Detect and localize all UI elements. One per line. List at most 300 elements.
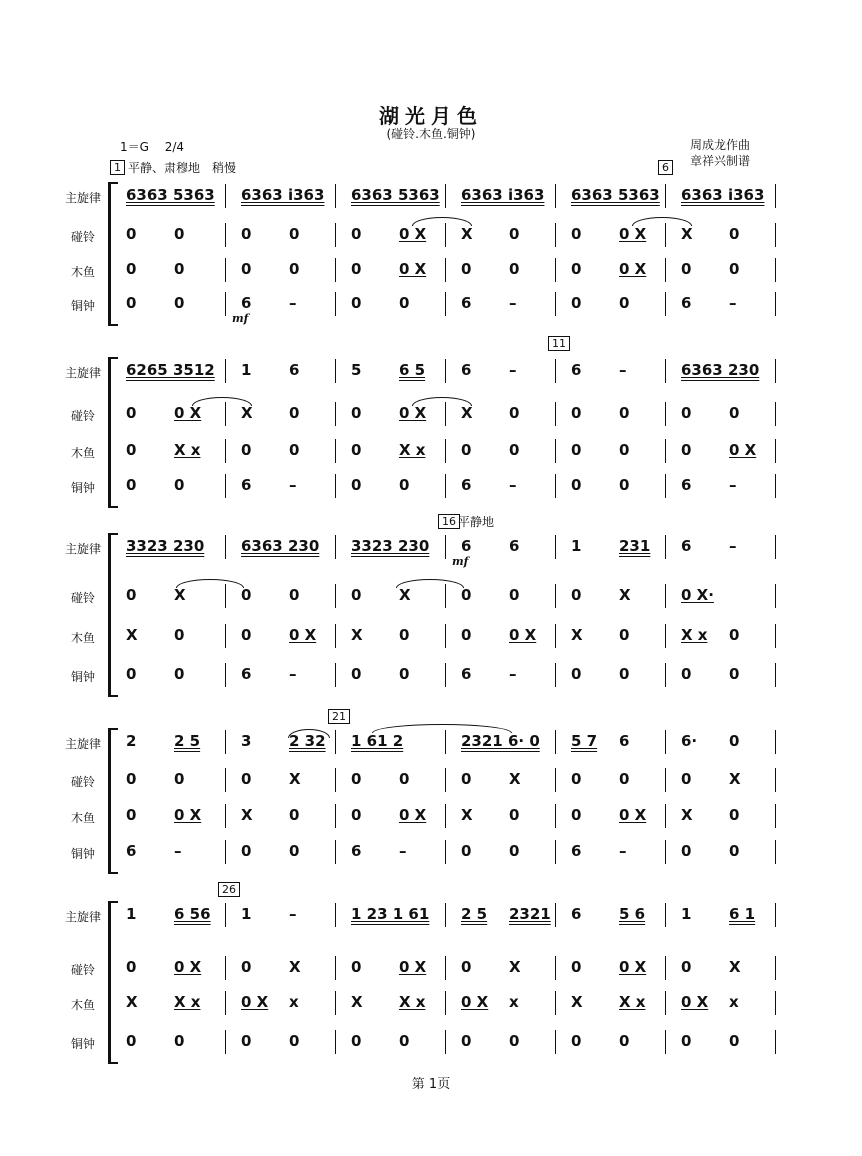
percussion-note: 0 X [174, 958, 202, 976]
barline [555, 223, 556, 247]
score-title: 湖光月色 [379, 104, 483, 128]
barline [225, 730, 226, 754]
percussion-note: 0 [461, 842, 472, 860]
melody-note: 1 [241, 361, 252, 379]
percussion-note: 0 [399, 476, 410, 494]
barline [335, 956, 336, 980]
rehearsal-mark: 21 [328, 709, 350, 724]
percussion-note: 0 [241, 842, 252, 860]
melody-note: 6363 i363 [461, 186, 545, 204]
bracket-cap-bottom [108, 872, 118, 874]
barline [335, 991, 336, 1015]
percussion-note: 0 [399, 1032, 410, 1050]
percussion-note: 0 [461, 626, 472, 644]
percussion-note: 0 [681, 958, 692, 976]
instrument-label: 碰铃 [70, 591, 95, 605]
barline [445, 624, 446, 648]
percussion-note: 0 X [681, 993, 709, 1011]
bracket-cap-top [108, 728, 118, 730]
barline [775, 535, 776, 559]
percussion-note: X [729, 958, 741, 976]
percussion-note: 0 [289, 806, 300, 824]
barline [335, 292, 336, 316]
percussion-note: – [509, 294, 517, 312]
barline [665, 624, 666, 648]
barline [445, 768, 446, 792]
barline [555, 840, 556, 864]
tie-slur [176, 579, 244, 588]
barline [555, 184, 556, 208]
rehearsal-mark: 6 [658, 160, 673, 175]
barline [665, 359, 666, 383]
barline [775, 956, 776, 980]
barline [225, 223, 226, 247]
percussion-note: 0 [241, 1032, 252, 1050]
barline [665, 184, 666, 208]
melody-note: 231 [619, 537, 651, 555]
barline [555, 730, 556, 754]
percussion-note: 0 [174, 260, 185, 278]
percussion-note: 0 X [174, 806, 202, 824]
barline [555, 535, 556, 559]
barline [775, 768, 776, 792]
percussion-note: 0 X [619, 260, 647, 278]
barline [665, 402, 666, 426]
barline [555, 258, 556, 282]
barline [335, 840, 336, 864]
barline [665, 535, 666, 559]
percussion-note: 0 [126, 1032, 137, 1050]
melody-note: 6 [289, 361, 300, 379]
percussion-note: 0 [241, 626, 252, 644]
barline [445, 804, 446, 828]
percussion-note: 0 [571, 586, 582, 604]
instrument-label: 铜钟 [70, 670, 95, 684]
barline [665, 584, 666, 608]
barline [335, 359, 336, 383]
instrument-label: 铜钟 [70, 847, 95, 861]
barline [335, 223, 336, 247]
percussion-note: 0 X [461, 993, 489, 1011]
percussion-note: 0 [351, 586, 362, 604]
percussion-note: 0 X [399, 225, 427, 243]
percussion-note: 0 [174, 476, 185, 494]
barline [335, 730, 336, 754]
rehearsal-mark: 11 [548, 336, 570, 351]
percussion-note: X [571, 626, 583, 644]
barline [335, 402, 336, 426]
composer-credit: 周成龙作曲 [690, 138, 751, 152]
barline [665, 258, 666, 282]
percussion-note: X [681, 225, 693, 243]
percussion-note: 6 [241, 476, 252, 494]
percussion-note: 0 X [619, 806, 647, 824]
bracket-cap-bottom [108, 506, 118, 508]
instrument-label: 碰铃 [70, 963, 95, 977]
melody-note: 5 [351, 361, 362, 379]
instrument-label: 木鱼 [70, 265, 95, 279]
percussion-note: 0 [729, 842, 740, 860]
percussion-note: X [241, 404, 253, 422]
percussion-note: X [241, 806, 253, 824]
melody-note: 3 [241, 732, 252, 750]
barline [445, 439, 446, 463]
arranger-credit: 章祥兴制谱 [690, 154, 751, 168]
barline [775, 903, 776, 927]
percussion-note: 0 [126, 441, 137, 459]
percussion-note: 0 X [399, 806, 427, 824]
barline [335, 474, 336, 498]
percussion-note: 0 [619, 441, 630, 459]
percussion-note: – [174, 842, 182, 860]
percussion-note: 0 [174, 665, 185, 683]
melody-note: – [289, 905, 297, 923]
instrument-label: 木鱼 [70, 998, 95, 1012]
bracket-cap-bottom [108, 1062, 118, 1064]
barline [225, 991, 226, 1015]
melody-note: 6265 3512 [126, 361, 215, 379]
melody-note: 6363 230 [681, 361, 760, 379]
melody-note: 6 5 [399, 361, 426, 379]
tie-slur [192, 397, 252, 406]
percussion-note: X [509, 958, 521, 976]
barline [225, 292, 226, 316]
melody-note: 6 [571, 905, 582, 923]
percussion-note: 0 [729, 225, 740, 243]
percussion-note: 0 [174, 770, 185, 788]
melody-note: 2321 6· 0 [461, 732, 540, 750]
percussion-note: 0 [509, 260, 520, 278]
percussion-note: 0 [729, 665, 740, 683]
percussion-note: 0 [619, 1032, 630, 1050]
percussion-note: 0 [126, 586, 137, 604]
percussion-note: 0 [681, 404, 692, 422]
percussion-note: 0 X [289, 626, 317, 644]
melody-note: 2 5 [461, 905, 488, 923]
percussion-note: X [681, 806, 693, 824]
melody-note: 6 [619, 732, 630, 750]
percussion-note: 0 [571, 260, 582, 278]
melody-note: 6363 5363 [571, 186, 660, 204]
rehearsal-mark: 1 [110, 160, 125, 175]
percussion-note: 0 X [619, 958, 647, 976]
barline [225, 258, 226, 282]
percussion-note: 0 X [399, 404, 427, 422]
barline [555, 439, 556, 463]
barline [225, 1030, 226, 1054]
percussion-note: – [289, 476, 297, 494]
melody-note: 2 32 [289, 732, 326, 750]
percussion-note: 0 [289, 260, 300, 278]
barline [335, 624, 336, 648]
percussion-note: 0 [571, 770, 582, 788]
barline [665, 903, 666, 927]
percussion-note: 0 [729, 404, 740, 422]
melody-note: 6 [461, 537, 472, 555]
barline [775, 1030, 776, 1054]
percussion-note: – [509, 665, 517, 683]
instrument-label: 主旋律 [64, 542, 101, 556]
barline [775, 402, 776, 426]
barline [665, 840, 666, 864]
barline [775, 804, 776, 828]
barline [775, 584, 776, 608]
melody-note: 1 61 2 [351, 732, 404, 750]
melody-note: 3323 230 [126, 537, 205, 555]
percussion-note: X [351, 993, 363, 1011]
percussion-note: 6 [461, 294, 472, 312]
percussion-note: X [289, 770, 301, 788]
percussion-note: 0 [461, 260, 472, 278]
percussion-note: 0 [126, 294, 137, 312]
percussion-note: x [729, 993, 739, 1011]
percussion-note: 0 [461, 586, 472, 604]
barline [225, 663, 226, 687]
melody-note: 1 [241, 905, 252, 923]
barline [775, 359, 776, 383]
percussion-note: 0 [351, 225, 362, 243]
barline [665, 730, 666, 754]
percussion-note: 0 [619, 404, 630, 422]
bracket-cap-top [108, 182, 118, 184]
instrument-label: 铜钟 [70, 481, 95, 495]
percussion-note: X [126, 993, 138, 1011]
melody-note: 3323 230 [351, 537, 430, 555]
rehearsal-mark: 26 [218, 882, 240, 897]
percussion-note: 0 [681, 1032, 692, 1050]
barline [445, 223, 446, 247]
percussion-note: 0 [289, 404, 300, 422]
percussion-note: 0 [619, 770, 630, 788]
melody-note: 2 [126, 732, 137, 750]
percussion-note: 0 [351, 294, 362, 312]
rehearsal-mark: 16 [438, 514, 460, 529]
percussion-note: 0 [241, 770, 252, 788]
percussion-note: 0 X [509, 626, 537, 644]
barline [555, 804, 556, 828]
percussion-note: 0 [571, 476, 582, 494]
barline [335, 258, 336, 282]
melody-note: 1 [126, 905, 137, 923]
percussion-note: 0 X [241, 993, 269, 1011]
melody-note: 5 7 [571, 732, 598, 750]
instrument-label: 木鱼 [70, 446, 95, 460]
percussion-note: 0 [509, 1032, 520, 1050]
barline [445, 258, 446, 282]
percussion-note: X x [174, 993, 201, 1011]
barline [775, 439, 776, 463]
percussion-note: 0 [619, 626, 630, 644]
melody-note: 6 56 [174, 905, 211, 923]
percussion-note: X [351, 626, 363, 644]
percussion-note: 0 [509, 586, 520, 604]
percussion-note: 0 [289, 225, 300, 243]
percussion-note: X [461, 404, 473, 422]
percussion-note: 0 [619, 294, 630, 312]
barline [225, 535, 226, 559]
melody-note: 6363 5363 [351, 186, 440, 204]
percussion-note: 0 [289, 842, 300, 860]
percussion-note: 0 [289, 441, 300, 459]
percussion-note: 0 [681, 770, 692, 788]
barline [775, 258, 776, 282]
percussion-note: 0 [571, 1032, 582, 1050]
barline [445, 184, 446, 208]
barline [335, 1030, 336, 1054]
barline [665, 223, 666, 247]
percussion-note: 0 [681, 842, 692, 860]
barline [335, 184, 336, 208]
barline [225, 359, 226, 383]
melody-note: 1 [571, 537, 582, 555]
melody-note: 6 1 [729, 905, 756, 923]
barline [775, 663, 776, 687]
percussion-note: 0 [241, 260, 252, 278]
percussion-note: 0 [571, 665, 582, 683]
percussion-note: x [289, 993, 299, 1011]
barline [555, 474, 556, 498]
percussion-note: X x [619, 993, 646, 1011]
percussion-note: 0 [509, 441, 520, 459]
percussion-note: 0 [681, 441, 692, 459]
percussion-note: X x [399, 993, 426, 1011]
dynamic-mf: mf [452, 555, 469, 568]
barline [665, 292, 666, 316]
percussion-note: 0 [571, 806, 582, 824]
percussion-note: 6 [571, 842, 582, 860]
melody-note: – [509, 361, 517, 379]
barline [665, 663, 666, 687]
instrument-label: 木鱼 [70, 631, 95, 645]
percussion-note: 0 [729, 806, 740, 824]
tie-slur [632, 217, 692, 226]
percussion-note: 6 [681, 294, 692, 312]
melody-note: – [619, 361, 627, 379]
percussion-note: X [399, 586, 411, 604]
barline [225, 804, 226, 828]
barline [225, 840, 226, 864]
percussion-note: 0 [509, 806, 520, 824]
percussion-note: – [729, 476, 737, 494]
percussion-note: 0 [351, 806, 362, 824]
percussion-note: X [289, 958, 301, 976]
barline [775, 292, 776, 316]
barline [665, 768, 666, 792]
barline [225, 768, 226, 792]
barline [775, 184, 776, 208]
percussion-note: 0 [681, 260, 692, 278]
percussion-note: 0 [351, 260, 362, 278]
percussion-note: 0 [241, 958, 252, 976]
percussion-note: 0 [126, 476, 137, 494]
barline [555, 768, 556, 792]
tie-slur [288, 729, 330, 738]
barline [555, 663, 556, 687]
percussion-note: – [729, 294, 737, 312]
percussion-note: 0 [351, 476, 362, 494]
percussion-note: 0 [461, 958, 472, 976]
percussion-note: 0 [241, 225, 252, 243]
page-number: 第 1页 [411, 1077, 451, 1092]
percussion-note: 0 [571, 294, 582, 312]
barline [335, 663, 336, 687]
dynamic-mf: mf [232, 312, 249, 325]
percussion-note: 0 [619, 665, 630, 683]
bracket-cap-bottom [108, 695, 118, 697]
melody-note: 5 6 [619, 905, 646, 923]
percussion-note: 0 [399, 770, 410, 788]
percussion-note: 0 [399, 294, 410, 312]
barline [225, 956, 226, 980]
percussion-note: 0 [571, 441, 582, 459]
melody-note: 6· [681, 732, 698, 750]
percussion-note: X [571, 993, 583, 1011]
instrument-label: 主旋律 [64, 910, 101, 924]
percussion-note: 0 X [729, 441, 757, 459]
percussion-note: X [729, 770, 741, 788]
percussion-note: 0 [174, 225, 185, 243]
percussion-note: 0 [174, 294, 185, 312]
barline [335, 804, 336, 828]
percussion-note: X [461, 225, 473, 243]
percussion-note: X [174, 586, 186, 604]
percussion-note: 0 [461, 1032, 472, 1050]
percussion-note: 6 [461, 476, 472, 494]
instrument-label: 主旋律 [64, 366, 101, 380]
tie-slur [372, 724, 512, 733]
instrument-label: 铜钟 [70, 1037, 95, 1051]
percussion-note: X [509, 770, 521, 788]
tie-slur [396, 579, 464, 588]
melody-note: 6 [461, 361, 472, 379]
melody-note: 0 [729, 732, 740, 750]
percussion-note: 0 [126, 260, 137, 278]
percussion-note: 0 [241, 441, 252, 459]
barline [555, 402, 556, 426]
barline [555, 624, 556, 648]
barline [665, 474, 666, 498]
percussion-note: 0 [351, 1032, 362, 1050]
barline [445, 730, 446, 754]
percussion-note: 0 X [174, 404, 202, 422]
percussion-note: – [509, 476, 517, 494]
percussion-note: 0 [571, 958, 582, 976]
melody-note: 6 [571, 361, 582, 379]
percussion-note: X x [399, 441, 426, 459]
percussion-note: – [399, 842, 407, 860]
percussion-note: 0 [729, 260, 740, 278]
barline [335, 768, 336, 792]
percussion-note: 6 [126, 842, 137, 860]
instrument-label: 主旋律 [64, 737, 101, 751]
barline [225, 439, 226, 463]
percussion-note: 0 [399, 665, 410, 683]
percussion-note: 6 [241, 665, 252, 683]
barline [335, 535, 336, 559]
barline [445, 903, 446, 927]
barline [665, 1030, 666, 1054]
percussion-note: 0 [126, 404, 137, 422]
percussion-note: 0 [351, 404, 362, 422]
percussion-note: 0 [681, 665, 692, 683]
percussion-note: 6 [681, 476, 692, 494]
percussion-note: 0 [571, 225, 582, 243]
bracket-cap-top [108, 533, 118, 535]
percussion-note: 0 [729, 626, 740, 644]
barline [335, 584, 336, 608]
barline [665, 439, 666, 463]
barline [555, 584, 556, 608]
